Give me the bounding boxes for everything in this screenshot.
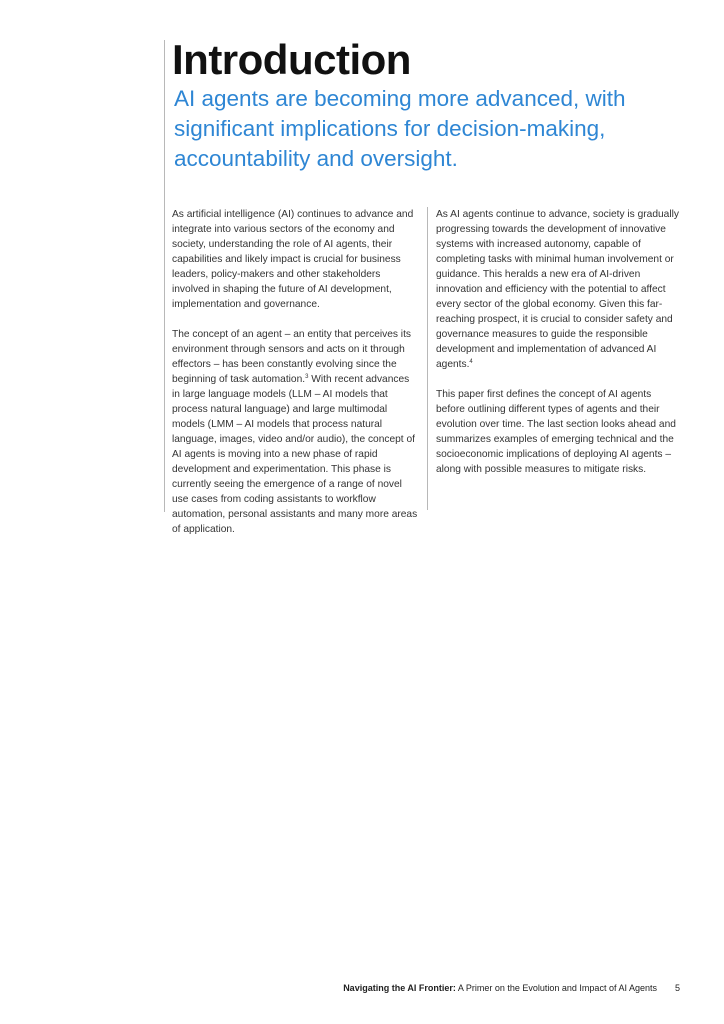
footer-doc-title-rest: A Primer on the Evolution and Impact of AI Agents	[455, 983, 657, 993]
left-paragraph-2-text-a: The concept of an agent – an entity that perceives its environment through sensors and acts on it through effectors – has been constantly evolving since the beginning of task automation.	[172, 329, 411, 385]
page-number: 5	[674, 983, 680, 993]
page-subtitle: AI agents are becoming more advanced, with significant implications for decision-making, accountability and oversight.	[174, 86, 626, 171]
margin-rule	[164, 40, 165, 512]
footer-doc-title-bold: Navigating the AI Frontier:	[343, 983, 456, 993]
right-column	[436, 207, 682, 492]
left-paragraph-2	[172, 327, 418, 537]
left-paragraph-2-text-b: With recent advances in large language models (LLM – AI models that process natural language) and large multimodal models (LMM – AI models that process natural language, images, video and/or audio), the concept of AI agents is moving into a new phase of rapid development and experimentation. This phase is currently seeing the emergence of a range of novel use cases from coding assistants to workflow automation, personal assistants and many more areas of application.	[172, 374, 418, 535]
footnote-ref-3[interactable]: 3	[305, 374, 309, 380]
footnote-ref-4[interactable]: 4	[469, 359, 473, 365]
column-divider	[427, 207, 428, 510]
right-paragraph-1-text: As AI agents continue to advance, society is gradually progressing towards the development of innovative systems with increased autonomy, capable of completing tasks with minimal human involvement or guidance. This heralds a new era of AI-driven innovation and efficiency with the potential to affect every sector of the global economy. Given this far-reaching prospect, it is crucial to consider safety and governance measures to guide the responsible development and implementation of advanced AI agents.	[436, 209, 679, 370]
page-title: Introduction	[172, 36, 411, 83]
right-paragraph-1	[436, 207, 682, 372]
right-paragraph-2: This paper first defines the concept of AI agents before outlining different types of agents and their evolution over time. The last section looks ahead and summarizes examples of emerging technical and the socioeconomic implications of deploying AI agents – along with possible measures to mitigate risks.	[436, 389, 676, 475]
page-footer	[343, 982, 680, 994]
left-column	[172, 207, 418, 552]
left-paragraph-1: As artificial intelligence (AI) continues to advance and integrate into various sectors of the economy and society, understanding the role of AI agents, their capabilities and likely impact is crucial for business leaders, policy-makers and other stakeholders involved in shaping the future of AI development, implementation and governance.	[172, 209, 414, 310]
